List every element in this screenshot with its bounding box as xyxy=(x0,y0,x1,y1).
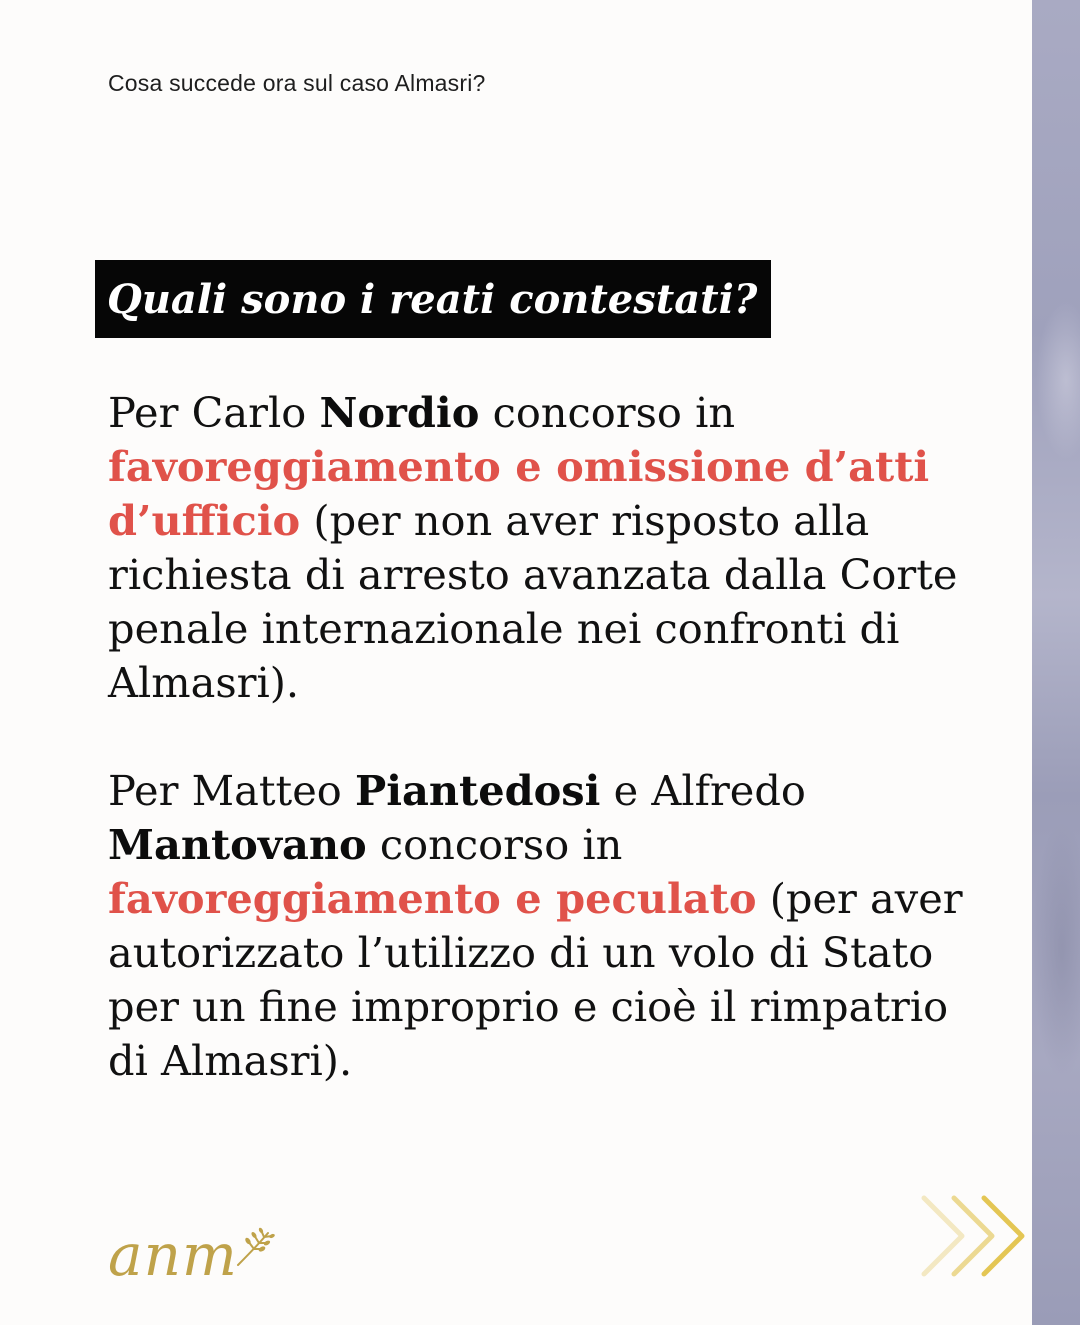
chevrons-right-icon[interactable] xyxy=(918,1190,1028,1282)
section-heading: Quali sono i reati contestati? xyxy=(95,260,771,338)
anm-logo xyxy=(108,1215,276,1289)
charges-nordio: favoreggiamento e omissione d’atti d’ufficio xyxy=(108,442,930,545)
name-piantedosi: Piantedosi xyxy=(354,766,601,815)
side-photo-strip xyxy=(1032,0,1080,1325)
wheat-icon xyxy=(234,1227,276,1267)
logo-wordmark: anm xyxy=(108,1221,238,1289)
paragraph-nordio: Per Carlo Nordio concorso in favoreggiamento e omissione d’atti d’ufficio (per non aver risposto alla richiesta di arresto avanzata dalla Corte penale internazionale nei confronti di Almasri). xyxy=(108,388,958,707)
charges-piantedosi-mantovano: favoreggiamento e peculato xyxy=(108,874,757,923)
paragraph-piantedosi-mantovano: Per Matteo Piantedosi e Alfredo Mantovano concorso in favoreggiamento e peculato (per aver autorizzato l’utilizzo di un volo di Stato per un fine improprio e cioè il rimpatrio di Almasri). xyxy=(108,766,963,1085)
name-nordio: Nordio xyxy=(319,388,480,437)
kicker-title: Cosa succede ora sul caso Almasri? xyxy=(108,70,486,96)
name-mantovano: Mantovano xyxy=(108,820,367,869)
